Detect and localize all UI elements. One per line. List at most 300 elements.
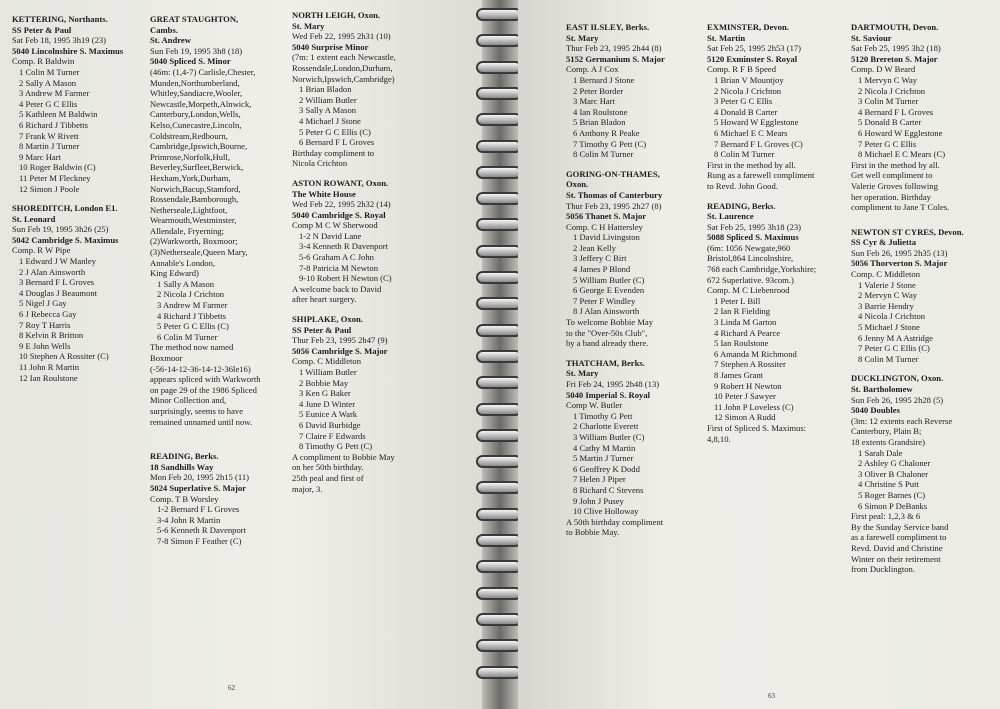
entry-text-line: Sat Feb 25, 1995 3h2 (18)	[851, 43, 941, 54]
entry-text-line: Thur Feb 23, 1995 2h47 (9)	[292, 335, 388, 346]
spiral-ring	[476, 429, 522, 442]
spiral-ring	[476, 87, 522, 100]
entry-text-line: 25th peal and first of	[292, 472, 364, 483]
ringer-line: 1 Edward J W Manley	[19, 256, 97, 267]
ringer-line: 2 William Butler	[299, 94, 357, 105]
ringer-line: 2 Sally A Mason	[19, 77, 77, 88]
entry-text-line: 768 each Cambridge,Yorkshire;	[707, 264, 817, 275]
entry-text-line: Canterbury,London,Wells,	[150, 109, 241, 120]
entry-text-line: Comp. A J Cox	[566, 64, 619, 75]
entry-text-line: Comp. C Middleton	[851, 269, 920, 280]
entry-text-line: Boxmoor	[150, 353, 183, 363]
spiral-ring	[476, 245, 522, 258]
ringer-line: 5-6 Kenneth R Davenport	[157, 525, 247, 536]
peal-entry	[12, 203, 123, 383]
entry-heading-line: St. Leonard	[12, 213, 56, 224]
ringer-line: 8 Timothy G Pett (C)	[299, 441, 373, 452]
entry-heading-line: 5040 Surprise Minor	[292, 41, 369, 52]
ringer-line: 1 Timothy G Pett	[573, 410, 633, 421]
ringer-line: 9 Robert H Newton	[714, 380, 782, 391]
entry-text-line: Fri Feb 24, 1995 2h48 (13)	[566, 379, 660, 389]
entry-heading-line: 5040 Lincolnshire S. Maximus	[12, 45, 124, 56]
ringer-line: 5 Howard W Egglestone	[714, 117, 799, 128]
ringer-line: 7 Peter G C Ellis	[858, 138, 917, 149]
ringer-line: 6 David Burbidge	[299, 419, 361, 430]
ringer-line: 6 Simon P DeBanks	[858, 500, 928, 511]
entry-heading-line: NEWTON ST CYRES, Devon.	[851, 226, 964, 237]
ringer-line: 5 Peter G C Ellis (C)	[299, 126, 371, 137]
ringer-line: 1 Brian V Mountjoy	[714, 74, 784, 85]
entry-heading-line: 5088 Spliced S. Maximus	[707, 232, 799, 243]
entry-heading-line: GREAT STAUGHTON,	[150, 14, 239, 24]
ringer-line: 7 Peter G C Ellis (C)	[858, 343, 930, 354]
ringer-line: 6 Bernard F L Groves	[299, 137, 375, 148]
ringer-line: 4 Peter G C Ellis	[19, 98, 78, 109]
entry-heading-line: 5024 Superlative S. Major	[150, 482, 246, 493]
entry-heading-line: 5040 Imperial S. Royal	[566, 389, 651, 400]
peal-entry	[150, 14, 261, 427]
spiral-ring	[476, 481, 522, 494]
ringer-line: 2 Ashley G Chaloner	[858, 458, 931, 469]
peal-entry	[150, 451, 261, 546]
peal-entry	[707, 22, 816, 192]
ringer-line: 8 James Grant	[714, 370, 764, 380]
ringer-line: 2 Mervyn C Way	[858, 290, 918, 301]
ringer-line: 8 Richard C Stevens	[573, 484, 644, 495]
entry-text-line: Nicola Crichton	[292, 158, 348, 169]
ringer-line: 10 Clive Holloway	[573, 506, 639, 517]
ringer-line: 6 Colin M Turner	[157, 331, 218, 342]
peal-entry	[292, 314, 396, 494]
ringer-line: 5 Nigel J Gay	[19, 298, 67, 309]
entry-text-line: Comp W. Butler	[566, 400, 623, 411]
spiral-ring	[476, 560, 522, 573]
entry-heading-line: DARTMOUTH, Devon.	[851, 22, 939, 32]
entry-text-line: Netherseale,Lightfoot,	[150, 204, 228, 215]
entry-text-line: after heart surgery.	[292, 294, 357, 305]
ringer-line: 3 Bernard F L Groves	[19, 277, 95, 288]
entry-text-line: Comp. T B Worsley	[150, 493, 219, 504]
entry-text-line: to Bobbie May.	[566, 527, 620, 538]
ringer-line: 2 Nicola J Crichton	[157, 289, 225, 300]
spiral-ring	[476, 613, 522, 626]
ringer-line: 1 William Butler	[299, 367, 357, 377]
ringer-line: 12 Ian Roulstone	[19, 372, 78, 383]
ringer-line: 2 Nicola J Crichton	[858, 85, 926, 96]
spiral-ring	[476, 271, 522, 284]
entry-text-line: from Ducklington.	[851, 564, 915, 575]
ringer-line: 2 Jean Kelly	[573, 242, 616, 253]
entry-heading-line: St. Martin	[707, 32, 746, 43]
ringer-line: 1-2 Bernard F L Groves	[157, 504, 240, 515]
ringer-line: 4 Richard J Tibbetts	[157, 310, 226, 321]
entry-text-line: Thur Feb 23, 1995 2h27 (8)	[566, 200, 662, 211]
ringer-line: 4 Richard A Pearce	[714, 327, 781, 338]
ringer-line: 2 Charlotte Everett	[573, 421, 639, 432]
entry-text-line: Allendale, Fryerning;	[150, 225, 224, 236]
ringer-line: 8 Martin J Turner	[19, 141, 80, 152]
ringer-line: 4 Douglas J Beaumont	[19, 287, 98, 298]
entry-text-line: First peal: 1,2,3 & 6	[851, 511, 921, 522]
ringer-line: 6 Anthony R Peake	[573, 127, 640, 138]
ringer-line: 11 Peter M Fleckney	[19, 172, 91, 183]
entry-text-line: Newcastle,Morpeth,Alnwick,	[150, 98, 252, 109]
entry-text-line: remained unnamed until now.	[150, 416, 253, 427]
ringer-line: 5 Michael J Stone	[858, 322, 920, 333]
entry-heading-line: 18 Sandhills Way	[150, 461, 214, 472]
spiral-ring	[476, 376, 522, 389]
entry-heading-line: 5152 Germanium S. Major	[566, 53, 665, 64]
entry-text-line: Mon Feb 20, 1995 2h15 (11)	[150, 472, 249, 483]
entry-heading-line: St. Laurence	[707, 211, 754, 222]
entry-text-line: 672 Superlative. 93com.)	[707, 274, 794, 285]
entry-heading-line: EXMINSTER, Devon.	[707, 22, 789, 32]
entry-text-line: Norwich,Bacup,Stamford,	[150, 183, 241, 194]
peal-entry	[566, 169, 665, 349]
entry-heading-line: 5056 Thorverton S. Major	[851, 258, 948, 269]
entry-text-line: on page 29 of the 1986 Spliced	[150, 384, 257, 395]
entry-text-line: Primrose,Norfolk,Hull,	[150, 151, 230, 162]
spiral-ring	[476, 297, 522, 310]
entry-text-line: First of Spliced S. Maximus:	[707, 422, 807, 433]
entry-text-line: Wearmouth,Westminster,	[150, 215, 237, 226]
ringer-line: 6 George E Evenden	[573, 285, 645, 296]
entry-text-line: (7m: 1 extent each Newcastle,	[292, 52, 396, 63]
entry-text-line: to Revd. John Good.	[707, 180, 778, 191]
ringer-line: 1 Colin M Turner	[19, 66, 80, 77]
ringer-line: 2 J Alan Ainsworth	[19, 266, 86, 277]
entry-heading-line: St. Mary	[566, 32, 599, 43]
entry-heading-line: SHOREDITCH, London E1.	[12, 203, 118, 214]
ringer-line: 3 Ken G Baker	[299, 388, 351, 399]
ringer-line: 3 Oliver B Chaloner	[858, 468, 928, 479]
entry-text-line: Bristol,864 Lincolnshire,	[707, 253, 794, 264]
entry-heading-line: 5040 Cambridge S. Royal	[292, 209, 386, 220]
ringer-line: 5 Kathleen M Baldwin	[19, 109, 98, 120]
ringer-line: 3 Marc Hart	[573, 96, 615, 107]
entry-text-line: Sun Feb 19, 1995 3h26 (25)	[12, 224, 109, 235]
ringer-line: 4 Donald B Carter	[714, 106, 778, 117]
entry-text-line: Comp. R W Pipe	[12, 245, 71, 256]
spiral-ring	[476, 403, 522, 416]
entry-heading-line: SS Cyr & Julietta	[851, 237, 917, 248]
ringer-line: 3 Colin M Turner	[858, 96, 919, 107]
ringer-line: 6 Jenny M A Astridge	[858, 332, 933, 343]
spiral-ring	[476, 508, 522, 521]
left-column-3	[292, 10, 396, 503]
entry-text-line: A welcome back to David	[292, 283, 382, 294]
entry-text-line: Comp. R F B Speed	[707, 64, 776, 75]
entry-heading-line: St. Mary	[566, 368, 599, 379]
left-column-1	[12, 14, 123, 392]
peal-entry	[851, 373, 964, 574]
ringer-line: 3 Sally A Mason	[299, 105, 357, 116]
ringer-line: 10 Stephen A Rossiter (C)	[19, 351, 109, 362]
right-page	[518, 0, 1000, 709]
ringer-line: 7 Peter F Windley	[573, 295, 636, 306]
ringer-line: 6 Amanda M Richmond	[714, 348, 797, 359]
entry-text-line: Comp. R Baldwin	[12, 56, 75, 67]
entry-text-line: (3m: 12 extents each Reverse	[851, 415, 953, 426]
ringer-line: 10 Peter J Sawyer	[714, 391, 776, 402]
ringer-line: 3 Linda M Garton	[714, 317, 777, 328]
peal-entry	[707, 201, 816, 445]
entry-text-line: King Edward)	[150, 268, 199, 279]
spiral-ring	[476, 113, 522, 126]
ringer-line: 11 John P Loveless (C)	[714, 401, 794, 412]
entry-heading-line: The White House	[292, 188, 356, 199]
entry-heading-line: NORTH LEIGH, Oxon.	[292, 10, 381, 20]
ringer-line: 1 Peter L Bill	[714, 295, 761, 306]
entry-text-line: Winter on their retirement	[851, 553, 941, 564]
peal-entry	[851, 22, 964, 213]
entry-heading-line: St. Bartholomew	[851, 384, 913, 394]
entry-text-line: Comp. M C Liebenrood	[707, 285, 790, 296]
entry-text-line: (6m: 1056 Newgate,960	[707, 242, 791, 253]
ringer-line: 1 Sarah Dale	[858, 447, 903, 458]
entry-heading-line: EAST ILSLEY, Berks.	[566, 22, 650, 32]
entry-text-line: as a farewell compliment to	[851, 532, 947, 543]
entry-text-line: Comp. C H Hattersley	[566, 221, 643, 232]
ringer-line: 4 Nicola J Crichton	[858, 311, 926, 322]
ringer-line: 8 Kelvin R Britton	[19, 330, 84, 341]
entry-text-line: Wed Feb 22, 1995 2h31 (10)	[292, 31, 391, 42]
page-number-left: 62	[228, 684, 235, 692]
ringer-line: 1-2 N David Lane	[299, 230, 362, 241]
spiral-ring	[476, 455, 522, 468]
ringer-line: 6 Richard J Tibbetts	[19, 119, 88, 130]
entry-text-line: Hexham,York,Durham,	[150, 172, 231, 183]
ringer-line: 1 Valerie J Stone	[858, 279, 916, 290]
entry-text-line: Sat Feb 25, 1995 2h53 (17)	[707, 43, 802, 54]
entry-text-line: Valerie Groves following	[851, 180, 938, 191]
ringer-line: 12 Simon A Rudd	[714, 412, 776, 423]
ringer-line: 9 John J Pusey	[573, 495, 624, 506]
ringer-line: 4 James P Blond	[573, 264, 631, 275]
left-column-2	[150, 14, 261, 556]
ringer-line: 4 Ian Roulstone	[573, 106, 628, 117]
spiral-ring	[476, 192, 522, 205]
entry-text-line: Get well compliment to	[851, 170, 933, 181]
entry-text-line: Comp M C W Sherwood	[292, 220, 378, 231]
entry-text-line: Sun Feb 26, 1995 2h28 (5)	[851, 394, 944, 405]
ringer-line: 7-8 Simon F Feather (C)	[157, 535, 242, 546]
ringer-line: 3-4 Kenneth R Davenport	[299, 241, 389, 252]
entry-heading-line: READING, Berks.	[707, 200, 776, 211]
entry-heading-line: St. Andrew	[150, 35, 191, 46]
ringer-line: 5-6 Graham A C John	[299, 252, 374, 263]
ringer-line: 6 Howard W Egglestone	[858, 127, 943, 138]
entry-text-line: Whitley,Sandiacre,Wooler,	[150, 88, 243, 99]
ringer-line: 6 J Rebecca Gay	[19, 309, 77, 320]
ringer-line: 2 Bobbie May	[299, 377, 349, 388]
entry-heading-line: 5120 Exminster S. Royal	[707, 53, 798, 64]
entry-text-line: Cambridge,Ipswich,Bourne,	[150, 141, 248, 152]
spiral-ring	[476, 140, 522, 153]
ringer-line: 12 Simon J Poole	[19, 183, 80, 194]
ringer-line: 3 Peter G C Ellis	[714, 96, 773, 107]
entry-text-line: her operation. Birthday	[851, 191, 931, 202]
entry-text-line: Canterbury, Plain B;	[851, 426, 922, 437]
ringer-line: 7 Bernard F L Groves (C)	[714, 138, 803, 149]
entry-heading-line: 5056 Cambridge S. Major	[292, 345, 388, 356]
ringer-line: 2 Ian R Fielding	[714, 306, 771, 317]
ringer-line: 9-10 Robert H Newton (C)	[299, 273, 392, 284]
entry-heading-line: 5040 Doubles	[851, 405, 900, 416]
entry-text-line: Birthday compliment to	[292, 147, 375, 158]
spiral-ring	[476, 218, 522, 231]
ringer-line: 2 Nicola J Crichton	[714, 85, 782, 96]
entry-text-line: major, 3.	[292, 483, 323, 494]
entry-text-line: surprisingly, seems to have	[150, 405, 244, 416]
entry-text-line: To welcome Bobbie May	[566, 317, 653, 328]
entry-text-line: by a band already there.	[566, 338, 649, 349]
entry-text-line: Rossendale,Bamborough,	[150, 194, 239, 205]
page-number-right: 63	[768, 692, 775, 700]
entry-heading-line: GORING-ON-THAMES,	[566, 168, 660, 179]
ringer-line: 9 Marc Hart	[19, 151, 61, 162]
ringer-line: 6 Michael E C Mears	[714, 127, 788, 138]
ringer-line: 7 Frank W Rivett	[19, 130, 79, 141]
entry-text-line: Thur Feb 23, 1995 2h44 (8)	[566, 43, 662, 54]
ringer-line: 7-8 Patricia M Newton	[299, 262, 378, 273]
ringer-line: 2 Peter Border	[573, 85, 624, 96]
entry-text-line: Munden,Northumberland,	[150, 77, 240, 88]
ringer-line: 8 Colin M Turner	[858, 353, 919, 364]
right-column-1	[566, 22, 665, 547]
peal-entry	[292, 10, 396, 169]
entry-text-line: First in the method by all.	[851, 159, 940, 170]
ringer-line: 1 Bernard J Stone	[573, 74, 635, 85]
entry-heading-line: St. Mary	[292, 20, 325, 31]
entry-text-line: A 50th birthday compliment	[566, 516, 664, 527]
entry-text-line: Comp. C Middleton	[292, 356, 361, 367]
entry-text-line: appears spliced with Warkworth	[150, 374, 261, 385]
ringer-line: 4 June D Winter	[299, 398, 356, 409]
ringer-line: 4 Christine S Putt	[858, 479, 919, 490]
ringer-line: 1 David Livingston	[573, 232, 640, 243]
entry-heading-line: St. Thomas of Canterbury	[566, 189, 663, 200]
entry-text-line: compliment to Jane T Coles.	[851, 202, 950, 213]
entry-heading-line: Cambs.	[150, 24, 178, 35]
ringer-line: 11 John R Martin	[19, 362, 80, 372]
entry-text-line: Sun Feb 19, 1995 3h8 (18)	[150, 45, 243, 56]
ringer-line: 5 William Butler (C)	[573, 274, 645, 285]
entry-heading-line: Oxon.	[566, 179, 589, 190]
ringer-line: 7 Timothy G Pett (C)	[573, 138, 647, 149]
ringer-line: 5 Peter G C Ellis (C)	[157, 321, 229, 332]
ringer-line: 3 Jeffery C Birt	[573, 253, 627, 264]
ringer-line: 5 Donald B Carter	[858, 117, 922, 128]
entry-text-line: By the Sunday Service band	[851, 521, 949, 532]
entry-heading-line: DUCKLINGTON, Oxon.	[851, 373, 944, 384]
entry-text-line: (-56-14-12-36-14-12-36le16)	[150, 363, 251, 374]
spiral-ring	[476, 350, 522, 363]
ringer-line: 7 Helen J Piper	[573, 474, 626, 485]
ringer-line: 3 Andrew M Farmer	[157, 300, 228, 311]
right-column-3	[851, 22, 964, 584]
ringer-line: 8 Michael E C Mears (C)	[858, 149, 946, 160]
entry-text-line: 18 extents Grandsire)	[851, 436, 925, 447]
ringer-line: 7 Roy T Harris	[19, 319, 71, 330]
entry-heading-line: ASTON ROWANT, Oxon.	[292, 177, 389, 188]
entry-heading-line: St. Saviour	[851, 32, 892, 43]
entry-text-line: to the "Over-50s Club",	[566, 327, 648, 338]
entry-text-line: Comp. D W Beard	[851, 64, 916, 75]
ringer-line: 5 Brian Bladon	[573, 117, 626, 128]
spiral-ring	[476, 61, 522, 74]
spiral-ring	[476, 34, 522, 47]
spiral-ring	[476, 666, 522, 679]
peal-entry	[292, 178, 396, 305]
ringer-line: 8 Colin M Turner	[573, 149, 634, 160]
entry-text-line: Revd. David and Christine	[851, 542, 943, 553]
entry-heading-line: KETTERING, Northants.	[12, 14, 108, 24]
entry-text-line: Annable's London,	[150, 257, 216, 268]
ringer-line: 10 Roger Baldwin (C)	[19, 162, 96, 173]
ringer-line: 7 Claire F Edwards	[299, 430, 366, 441]
entry-text-line: The method now named	[150, 342, 234, 353]
ringer-line: 5 Eunice A Wark	[299, 409, 358, 420]
peal-entry	[566, 358, 665, 538]
entry-text-line: 4,8,10.	[707, 433, 731, 444]
ringer-line: 5 Martin J Turner	[573, 453, 634, 464]
ringer-line: 5 Roger Barnes (C)	[858, 489, 926, 500]
entry-text-line: Wed Feb 22, 1995 2h32 (14)	[292, 199, 391, 210]
ringer-line: 4 Cathy M Martin	[573, 442, 636, 453]
spiral-ring	[476, 534, 522, 547]
spiral-ring	[476, 639, 522, 652]
entry-text-line: Sat Feb 18, 1995 3h19 (23)	[12, 35, 107, 46]
peal-entry	[12, 14, 123, 194]
entry-heading-line: SS Peter & Paul	[12, 24, 72, 35]
ringer-line: 8 Colin M Turner	[714, 149, 775, 160]
spiral-ring	[476, 8, 522, 21]
entry-text-line: A compliment to Bobbie May	[292, 451, 395, 462]
entry-text-line: Minor Collection and,	[150, 395, 227, 406]
ringer-line: 3 Barrie Hendry	[858, 300, 914, 311]
entry-heading-line: READING, Berks.	[150, 451, 219, 462]
entry-text-line: Kelso,Cunecastre,Lincoln,	[150, 119, 242, 130]
entry-text-line: First in the method by all.	[707, 159, 796, 170]
entry-heading-line: 5056 Thanet S. Major	[566, 211, 647, 222]
entry-heading-line: 5120 Brereton S. Major	[851, 53, 938, 64]
ringer-line: 3-4 John R Martin	[157, 514, 221, 525]
spiral-ring	[476, 166, 522, 179]
entry-heading-line: SS Peter & Paul	[292, 324, 352, 335]
entry-heading-line: 5040 Spliced S. Minor	[150, 56, 231, 67]
entry-text-line: (3)Netherseale,Queen Mary,	[150, 247, 248, 258]
entry-text-line: Sat Feb 25, 1995 3h18 (23)	[707, 221, 802, 232]
entry-heading-line: SHIPLAKE, Oxon.	[292, 314, 363, 325]
spiral-ring	[476, 587, 522, 600]
ringer-line: 9 E John Wells	[19, 340, 71, 351]
left-page	[0, 0, 482, 709]
ringer-line: 1 Mervyn C Way	[858, 74, 918, 85]
ringer-line: 4 Bernard F L Groves	[858, 106, 934, 117]
entry-text-line: Rung as a farewell compliment	[707, 170, 815, 181]
ringer-line: 1 Brian Bladon	[299, 84, 352, 95]
peal-entry	[851, 227, 964, 365]
ringer-line: 5 Ian Roulstone	[714, 338, 769, 349]
entry-text-line: Beverley,Surfleet,Berwick,	[150, 162, 244, 173]
spiral-ring	[476, 324, 522, 337]
ringer-line: 8 J Alan Ainsworth	[573, 306, 640, 317]
ringer-line: 7 Stephen A Rossiter	[714, 359, 786, 370]
entry-text-line: Sun Feb 26, 1995 2h35 (13)	[851, 247, 948, 258]
entry-text-line: (2)Warkworth, Boxmoor;	[150, 236, 238, 247]
right-column-2	[707, 22, 816, 453]
